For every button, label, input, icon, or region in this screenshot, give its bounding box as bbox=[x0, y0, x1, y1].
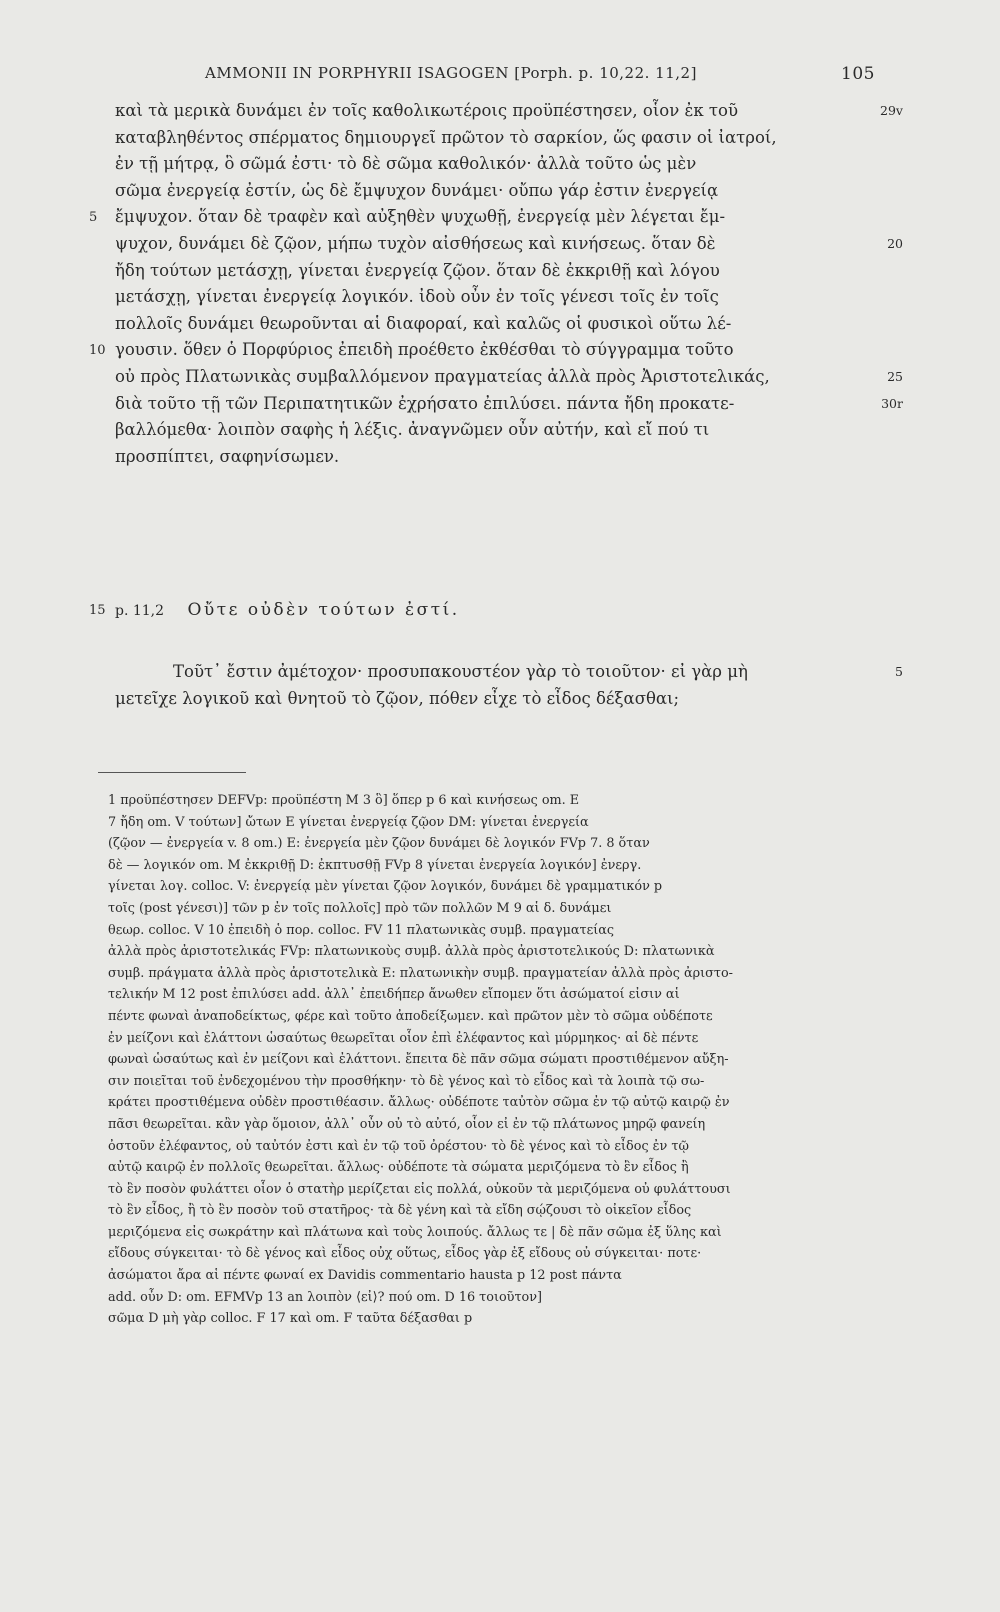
text-line bbox=[115, 258, 875, 285]
apparatus-line: ὀστοῦν ἐλέφαντος, οὐ ταὐτόν ἐστι καὶ ἐν τῷ τοῦ ὀρέστου· τὸ δὲ γένος καὶ τὸ εἶδος ἐν τῷ bbox=[108, 1138, 689, 1154]
text-line-content: καὶ τὰ μερικὰ δυνάμει ἐν τοῖς καθολικωτέροις προϋπέστησεν, οἷον ἐκ τοῦ bbox=[115, 101, 739, 120]
side-marker: 29v bbox=[880, 103, 903, 118]
apparatus-line: αὐτῷ καιρῷ ἐν πολλοῖς θεωρεῖται. ἄλλως· οὐδέποτε τὰ σώματα μεριζόμενα τὸ ἓν εἶδος ἢ bbox=[108, 1160, 689, 1176]
text-line-content: ἔμψυχον. ὅταν δὲ τραφὲν καὶ αὐξηθὲν ψυχωθῇ, ἐνεργείᾳ μὲν λέγεται ἔμ- bbox=[115, 207, 726, 227]
text-line bbox=[89, 337, 875, 364]
apparatus-line: 7 ἤδη om. V τούτων] ὤτων E γίνεται ἐνεργείᾳ ζῷον DM: γίνεται ἐνεργεία bbox=[108, 814, 589, 830]
side-marker: 25 bbox=[887, 368, 903, 384]
text-line bbox=[115, 364, 903, 391]
lemma-text: Οὔτε οὐδὲν τούτων ἐστί. bbox=[187, 600, 460, 620]
apparatus-line: τελικήν M 12 post ἐπιλύσει add. ἀλλ᾽ ἐπειδήπερ ἄνωθεν εἴπομεν ὅτι ἀσώματοί εἰσιν αἱ bbox=[108, 987, 680, 1003]
apparatus-line: κράτει προστιθέμενα οὐδὲν προστιθέασιν. ἄλλως· οὐδέποτε ταὐτὸν σῶμα ἐν τῷ αὐτῷ καιρῷ ἐν bbox=[108, 1095, 730, 1111]
text-line-content: ἐν τῇ μήτρᾳ, ὃ σῶμά ἐστι· τὸ δὲ σῶμα καθολικόν· ἀλλὰ τοῦτο ὡς μὲν bbox=[115, 154, 697, 174]
text-line-content: ἤδη τούτων μετάσχῃ, γίνεται ἐνεργείᾳ ζῷον. ὅταν δὲ ἐκκριθῇ καὶ λόγου bbox=[115, 260, 720, 280]
apparatus-line: ἀλλὰ πρὸς ἀριστοτελικάς FVp: πλατωνικοὺς συμβ. ἀλλὰ πρὸς ἀριστοτελικούς D: πλατωνικὰ bbox=[108, 944, 715, 960]
text-line-content: σῶμα ἐνεργείᾳ ἐστίν, ὡς δὲ ἔμψυχον δυνάμει· οὔπω γάρ ἐστιν ἐνεργείᾳ bbox=[115, 180, 719, 200]
apparatus-line: δὲ — λογικόν om. M ἐκκριθῇ D: ἐκπτυσθῇ FVp 8 γίνεται ἐνεργεία λογικόν] ἐνεργ. bbox=[108, 857, 642, 873]
text-line-content: πολλοῖς δυνάμει θεωροῦνται αἱ διαφοραί, καὶ καλῶς οἱ φυσικοὶ οὕτω λέ- bbox=[115, 313, 732, 333]
side-marker: 20 bbox=[887, 235, 903, 251]
apparatus-line: ἐν μείζονι καὶ ἐλάττονι ὡσαύτως θεωρεῖται οἷον ἐπὶ ἐλέφαντος καὶ μύρμηκος· αἱ δὲ πέντε bbox=[108, 1030, 699, 1046]
commentary-line bbox=[115, 658, 903, 685]
commentary-block bbox=[115, 658, 903, 711]
text-line bbox=[115, 417, 875, 444]
running-title: AMMONII IN PORPHYRII ISAGOGEN [Porph. p. 10,22. 11,2] bbox=[205, 64, 697, 82]
apparatus-line: συμβ. πράγματα ἀλλὰ πρὸς ἀριστοτελικὰ E: πλατωνικὴν συμβ. πραγματείαν ἀλλὰ πρὸς ἀριστο- bbox=[108, 965, 733, 981]
text-line bbox=[115, 125, 875, 152]
text-line bbox=[115, 151, 875, 178]
main-text-block bbox=[89, 98, 903, 470]
apparatus-line: θεωρ. colloc. V 10 ἐπειδὴ ὁ πορ. colloc. FV 11 πλατωνικὰς συμβ. πραγματείας bbox=[108, 922, 615, 938]
running-header bbox=[205, 64, 875, 82]
apparatus-line: σιν ποιεῖται τοῦ ἐνδεχομένου τὴν προσθήκην· τὸ δὲ γένος καὶ τὸ εἶδος καὶ τὰ λοιπὰ τῷ σω- bbox=[108, 1073, 705, 1089]
lemma bbox=[89, 600, 875, 620]
line-number: 10 bbox=[89, 343, 106, 359]
page-number: 105 bbox=[841, 64, 875, 84]
line-number: 5 bbox=[89, 210, 98, 226]
commentary-line-text: Τοῦτ᾽ ἔστιν ἀμέτοχον· προσυπακουστέον γὰρ τὸ τοιοῦτον· εἰ γὰρ μὴ bbox=[173, 662, 748, 681]
text-line-content: οὐ πρὸς Πλατωνικὰς συμβαλλόμενον πραγματείας ἀλλὰ πρὸς Ἀριστοτελικάς, bbox=[115, 366, 770, 386]
text-line bbox=[115, 98, 903, 125]
text-line-content: διὰ τοῦτο τῇ τῶν Περιπατητικῶν ἐχρήσατο ἐπιλύσει. πάντα ἤδη προκατε- bbox=[115, 393, 735, 413]
lemma-reference: p. 11,2 bbox=[115, 603, 165, 619]
text-line bbox=[115, 284, 875, 311]
apparatus-divider bbox=[98, 772, 246, 773]
apparatus-line: τὸ ἓν εἶδος, ἢ τὸ ἓν ποσὸν τοῦ στατῆρος· τὰ δὲ γένη καὶ τὰ εἴδη σῴζουσι τὸ οἰκεῖον εἶδος bbox=[108, 1203, 692, 1219]
apparatus-line: τὸ ἓν ποσὸν φυλάττει οἷον ὁ στατὴρ μερίζεται εἰς πολλά, οὐκοῦν τὰ μεριζόμενα οὐ φυλάττουσι bbox=[108, 1181, 731, 1197]
text-line bbox=[115, 178, 875, 205]
text-line bbox=[89, 204, 875, 231]
text-line-content: μετάσχῃ, γίνεται ἐνεργείᾳ λογικόν. ἰδοὺ οὖν ἐν τοῖς γένεσι τοῖς ἐν τοῖς bbox=[115, 287, 719, 307]
text-line-content: καταβληθέντος σπέρματος δημιουργεῖ πρῶτον τὸ σαρκίον, ὥς φασιν οἱ ἰατροί, bbox=[115, 127, 777, 147]
apparatus-line: πᾶσι θεωρεῖται. κἂν γὰρ ὅμοιον, ἀλλ᾽ οὖν οὐ τὸ αὐτό, οἷον εἰ ἐν τῷ πλάτωνος μηρῷ φανείη bbox=[108, 1116, 706, 1132]
apparatus-line: ἀσώματοι ἄρα αἱ πέντε φωναί ex Davidis commentario hausta p 12 post πάντα bbox=[108, 1268, 622, 1284]
text-line bbox=[115, 444, 875, 471]
apparatus-line: φωναὶ ὡσαύτως καὶ ἐν μείζονι καὶ ἐλάττονι. ἔπειτα δὲ πᾶν σῶμα σώματι προστιθέμενον αὔξη- bbox=[108, 1052, 729, 1068]
apparatus-line: 1 προϋπέστησεν DEFVp: προϋπέστη M 3 ὃ] ὅπερ p 6 καὶ κινήσεως om. E bbox=[108, 793, 580, 808]
apparatus-line: add. οὖν D: om. EFMVp 13 an λοιπὸν ⟨εἰ⟩? πού om. D 16 τοιοῦτον] bbox=[108, 1289, 543, 1305]
apparatus-line: μεριζόμενα εἰς σωκράτην καὶ πλάτωνα καὶ τοὺς λοιπούς. ἄλλως τε | δὲ πᾶν σῶμα ἐξ ὕλης καὶ bbox=[108, 1224, 722, 1240]
text-line bbox=[115, 231, 903, 258]
lemma-line-number: 15 bbox=[89, 603, 106, 618]
commentary-line bbox=[115, 685, 875, 712]
text-line-content: προσπίπτει, σαφηνίσωμεν. bbox=[115, 446, 340, 466]
apparatus-line: εἴδους σύγκειται· τὸ δὲ γένος καὶ εἶδος οὐχ οὕτως, εἶδος γὰρ ἐξ εἴδους οὐ σύγκειται· ποτε· bbox=[108, 1246, 702, 1262]
apparatus-line: πέντε φωναὶ ἀναποδείκτως, φέρε καὶ τοῦτο ἀποδείξωμεν. καὶ πρῶτον μὲν τὸ σῶμα οὐδέποτε bbox=[108, 1008, 713, 1024]
text-line-content: γουσιν. ὅθεν ὁ Πορφύριος ἐπειδὴ προέθετο ἐκθέσθαι τὸ σύγγραμμα τοῦτο bbox=[115, 340, 734, 360]
apparatus-line: γίνεται λογ. colloc. V: ἐνεργείᾳ μὲν γίνεται ζῷον λογικόν, δυνάμει δὲ γραμματικόν p bbox=[108, 879, 663, 895]
apparatus-line: (ζῷον — ἐνεργεία v. 8 om.) E: ἐνεργεία μὲν ζῷον δυνάμει δὲ λογικόν FVp 7. 8 ὅταν bbox=[108, 836, 650, 852]
apparatus-line: σῶμα D μὴ γὰρ colloc. F 17 καὶ om. F ταῦτα δέξασθαι p bbox=[108, 1311, 473, 1327]
text-line-content: ψυχον, δυνάμει δὲ ζῷον, μήπω τυχὸν αἰσθήσεως καὶ κινήσεως. ὅταν δὲ bbox=[115, 233, 716, 253]
critical-apparatus bbox=[108, 790, 898, 1330]
text-line bbox=[115, 391, 903, 418]
side-marker: 5 bbox=[895, 664, 903, 679]
side-marker: 30r bbox=[881, 395, 903, 411]
apparatus-line: τοῖς (post γένεσι)] τῶν p ἐν τοῖς πολλοῖς] πρὸ τῶν πολλῶν M 9 αἱ δ. δυνάμει bbox=[108, 900, 612, 916]
text-line-content: βαλλόμεθα· λοιπὸν σαφὴς ἡ λέξις. ἀναγνῶμεν οὖν αὐτήν, καὶ εἴ πού τι bbox=[115, 420, 710, 440]
text-line bbox=[115, 311, 875, 338]
commentary-line-text: μετεῖχε λογικοῦ καὶ θνητοῦ τὸ ζῷον, πόθεν εἶχε τὸ εἶδος δέξασθαι; bbox=[115, 688, 680, 708]
